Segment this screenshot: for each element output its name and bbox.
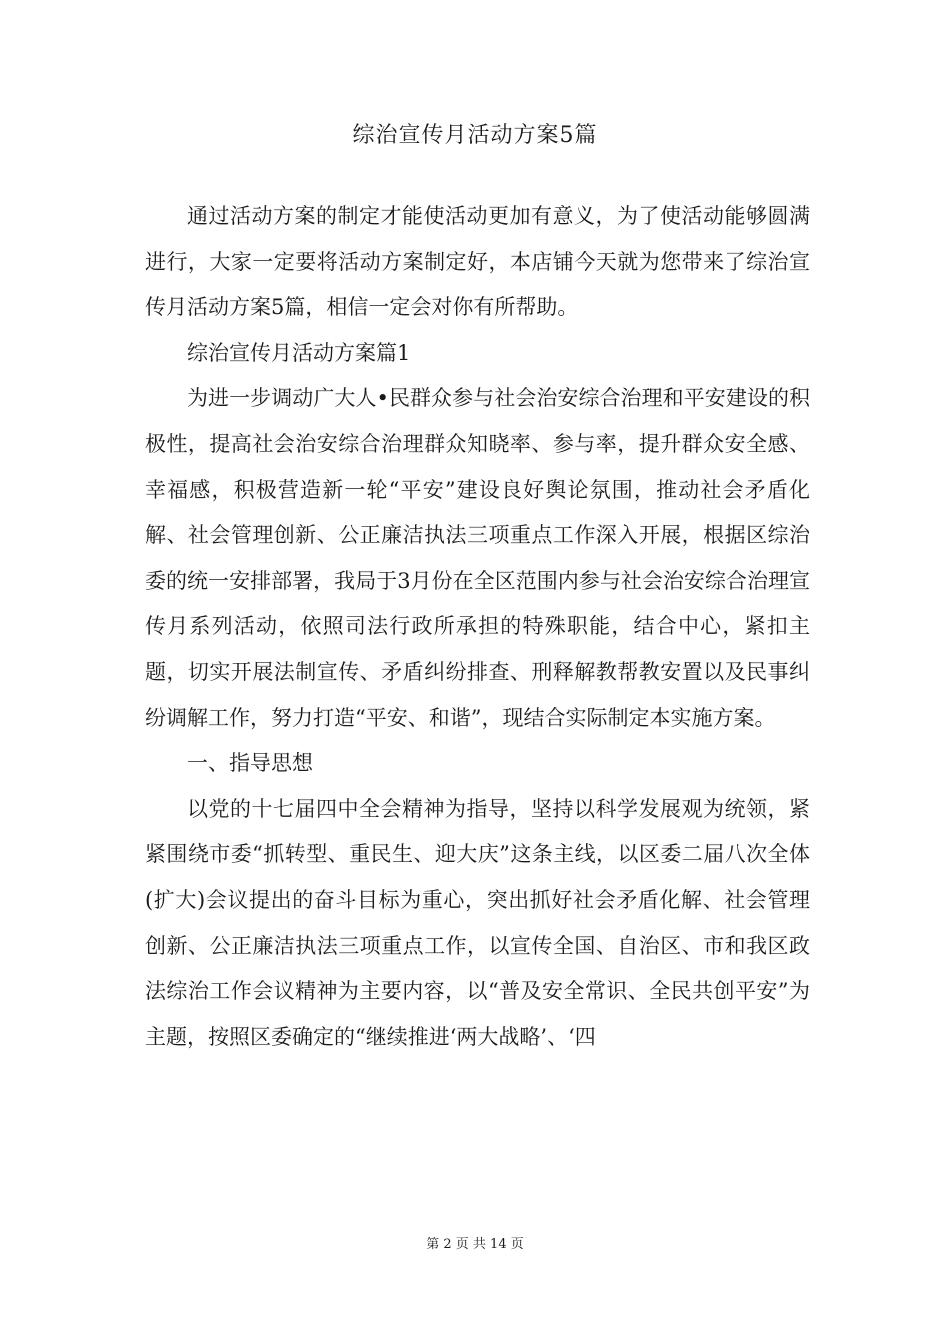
body-paragraph: 为进一步调动广大人•民群众参与社会治安综合治理和平安建设的积极性，提高社会治安综合治理群众知晓率、参与率，提升群众安全感、幸福感，积极营造新一轮“平安”建设良好舆论氛围，推动社会矛盾化解、社会管理创新、公正廉洁执法三项重点工作深入开展，根据区综治委的统一安排部署，我局于3月份在全区范围内参与社会治安综合治理宣传月系列活动，依照司法行政所承担的特殊职能，结合中心，紧扣主题，切实开展法制宣传、矛盾纠纷排查、刑释解教帮教安置以及民事纠纷调解工作，努力打造“平安、和谐”，现结合实际制定本实施方案。 xyxy=(145,386,810,730)
body-paragraph: 以党的十七届四中全会精神为指导，坚持以科学发展观为统领，紧紧围绕市委“抓转型、重民生、迎大庆”这条主线，以区委二届八次全体(扩大)会议提出的奋斗目标为重心，突出抓好社会矛盾化解、社会管理创新、公正廉洁执法三项重点工作，以宣传全国、自治区、市和我区政法综治工作会议精神为主要内容，以“普及安全常识、全民共创平安”为主题，按照区委确定的“继续推进‘两大战略’、‘四 xyxy=(145,796,810,1049)
intro-paragraph: 通过活动方案的制定才能使活动更加有意义，为了使活动能够圆满进行，大家一定要将活动方案制定好，本店铺今天就为您带来了综治宣传月活动方案5篇，相信一定会对你有所帮助。 xyxy=(145,204,810,320)
document-body xyxy=(145,194,810,1060)
document-title: 综治宣传月活动方案5篇 xyxy=(352,123,598,148)
page-footer: 第 2 页 共 14 页 xyxy=(426,1237,524,1252)
subsection-heading: 一、指导思想 xyxy=(187,751,313,776)
section-heading: 综治宣传月活动方案篇1 xyxy=(187,340,411,365)
